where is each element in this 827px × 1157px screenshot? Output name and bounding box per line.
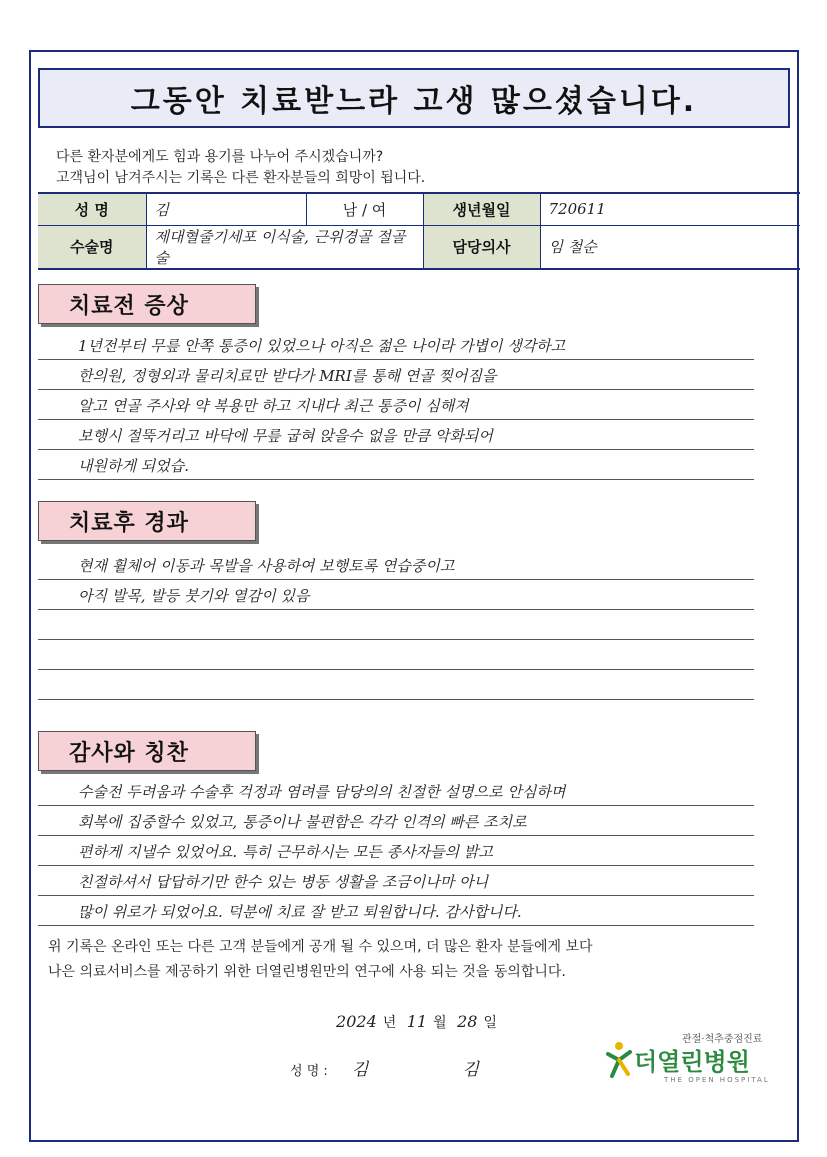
handwritten-line: 친절하셔서 답답하기만 한수 있는 병동 생활을 조금이나마 아니 — [38, 866, 754, 896]
handwritten-line — [38, 670, 754, 700]
intro-line-1: 다른 환자분에게도 힘과 용기를 나누어 주시겠습니까? — [56, 149, 384, 165]
handwritten-line: 많이 위로가 되었어요. 덕분에 치료 잘 받고 퇴원합니다. 감사합니다. — [38, 896, 754, 926]
section-after-lines — [38, 550, 754, 700]
handwritten-line: 내원하게 되었습. — [38, 450, 754, 480]
consent-line-2: 나은 의료서비스를 제공하기 위한 더열린병원만의 연구에 사용 되는 것을 동의합니다. — [48, 964, 566, 980]
handwritten-line: 보행시 절뚝거리고 바닥에 무릎 굽혀 앉을수 없을 만큼 악화되어 — [38, 420, 754, 450]
date-month-unit: 월 — [433, 1015, 447, 1031]
section-thanks-lines — [38, 776, 754, 926]
logo-english: THE OPEN HOSPITAL — [664, 1076, 770, 1084]
patient-info-table — [38, 192, 800, 270]
date-day: 28 — [457, 1012, 478, 1031]
handwritten-line: 편하게 지낼수 있었어요. 특히 근무하시는 모든 종사자들의 밝고 — [38, 836, 754, 866]
hospital-logo — [604, 1030, 784, 1090]
date-day-unit: 일 — [483, 1015, 497, 1031]
handwritten-line: 현재 휠체어 이동과 목발을 사용하여 보행토록 연습중이고 — [38, 550, 754, 580]
handwritten-line — [38, 610, 754, 640]
section-after-heading: 치료후 경과 — [38, 501, 256, 541]
section-before-heading: 치료전 증상 — [38, 284, 256, 324]
handwritten-line — [38, 640, 754, 670]
section-thanks-heading: 감사와 칭찬 — [38, 731, 256, 771]
signature-row — [290, 1055, 479, 1080]
signature-name: 김 — [351, 1060, 369, 1080]
doctor-value: 임 철순 — [548, 238, 597, 256]
date-year: 2024 — [336, 1012, 377, 1031]
handwritten-line: 수술전 두려움과 수술후 걱정과 염려를 담당의의 친절한 설명으로 안심하며 — [38, 776, 754, 806]
page-title: 그동안 치료받느라 고생 많으셨습니다. — [130, 84, 698, 119]
signature-label: 성 명 : — [290, 1064, 328, 1079]
handwritten-line: 아직 발목, 발등 붓기와 열감이 있음 — [38, 580, 754, 610]
signature-mark: 김 — [462, 1060, 479, 1080]
handwritten-line: 한의원, 정형외과 물리치료만 받다가 MRI를 통해 연골 찢어짐을 — [38, 360, 754, 390]
surgery-value: 제대혈줄기세포 이식술, 근위경골 절골술 — [146, 225, 423, 269]
handwritten-line: 회복에 집중할수 있었고, 통증이나 불편함은 각각 인격의 빠른 조치로 — [38, 806, 754, 836]
birth-label: 생년월일 — [423, 193, 540, 225]
title-banner — [38, 68, 790, 128]
surgery-label: 수술명 — [38, 225, 146, 269]
name-value: 김 — [146, 193, 306, 225]
handwritten-line: 1년전부터 무릎 안쪽 통증이 있었으나 아직은 젊은 나이라 가볍이 생각하고 — [38, 330, 754, 360]
doctor-label: 담당의사 — [423, 225, 540, 269]
section-before-lines — [38, 330, 754, 480]
intro-line-2: 고객님이 남겨주시는 기록은 다른 환자분들의 희망이 됩니다. — [56, 170, 426, 186]
name-label: 성 명 — [38, 193, 146, 225]
logo-name: 더열린병원 — [634, 1048, 750, 1076]
date-row — [0, 1012, 827, 1032]
date-month: 11 — [406, 1012, 428, 1031]
logo-tagline: 관절·척추중점진료 — [682, 1034, 763, 1045]
handwritten-line: 알고 연골 주사와 약 복용만 하고 지내다 최근 통증이 심해져 — [38, 390, 754, 420]
gender-label: 남 / 여 — [306, 193, 423, 225]
birth-value: 720611 — [540, 193, 800, 225]
logo-figure-icon — [604, 1040, 634, 1080]
date-year-unit: 년 — [382, 1015, 397, 1031]
consent-line-1: 위 기록은 온라인 또는 다른 고객 분들에게 공개 될 수 있으며, 더 많은 환자 분들에게 보다 — [48, 939, 593, 955]
